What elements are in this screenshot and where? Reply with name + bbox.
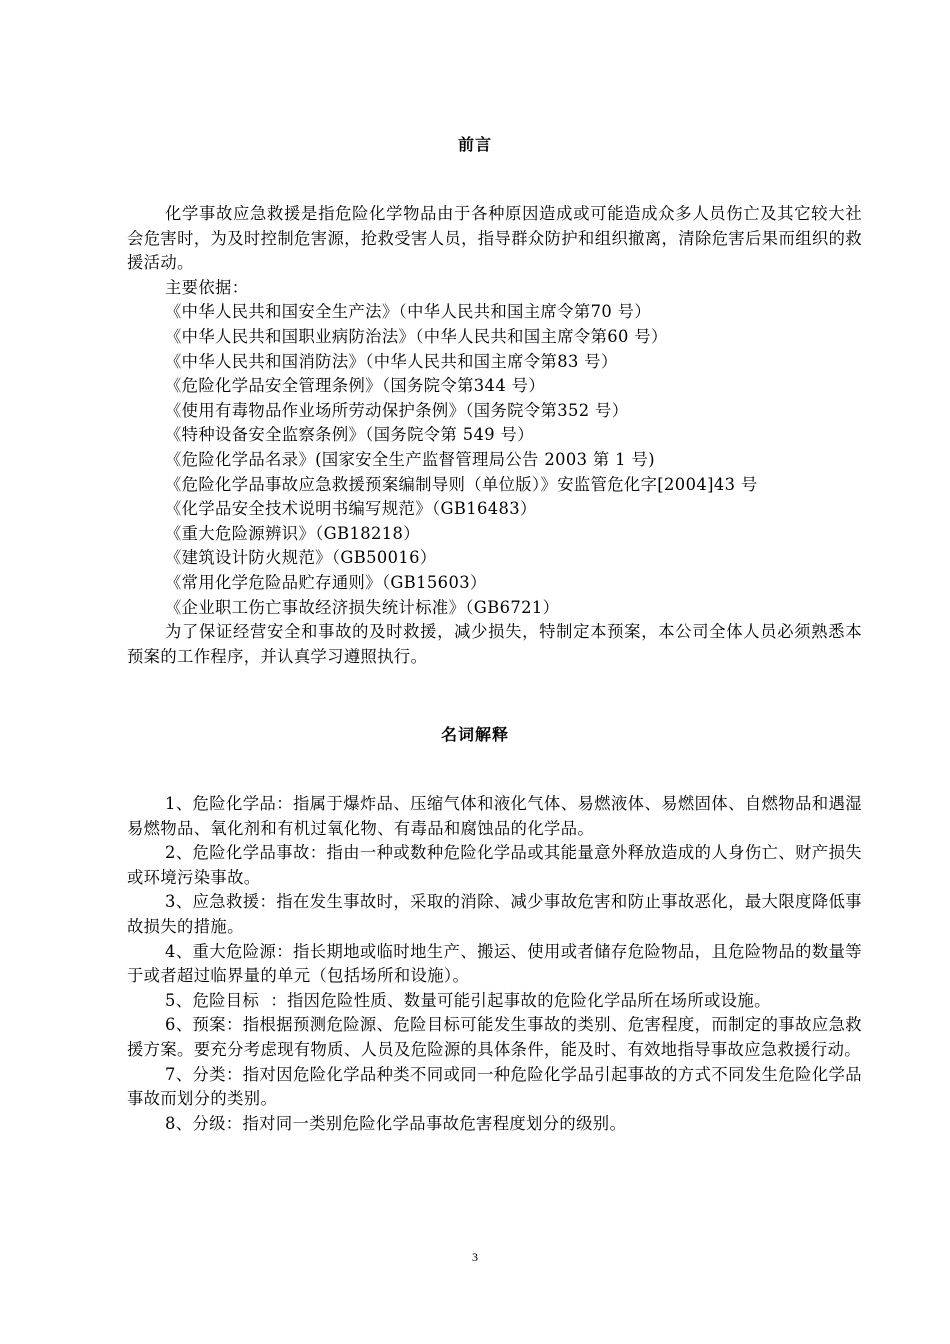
- preface-title: 前言: [457, 135, 492, 154]
- term-item: 5、危险目标 ：指因危险性质、数量可能引起事故的危险化学品所在场所或设施。: [165, 990, 771, 1010]
- basis-item: 《建筑设计防火规范》（GB50016）: [165, 548, 437, 568]
- page-number: 3: [472, 1250, 478, 1264]
- basis-item: 《常用化学危险品贮存通则》（GB15603）: [165, 572, 487, 592]
- terms-title: 名词解释: [440, 725, 509, 744]
- basis-item: 《中华人民共和国安全生产法》（中华人民共和国主席令第70 号）: [165, 302, 652, 322]
- term-item: 6、预案：指根据预测危险源、危险目标可能发生事故的类别、危害程度，而制定的事故应急救援方案。要充分考虑现有物质、人员及危险源的具体条件，能及时、有效地指导事故应急救援行动。: [127, 1015, 862, 1059]
- basis-item: 《危险化学品安全管理条例》（国务院令第344 号）: [165, 376, 546, 396]
- basis-item: 《化学品安全技术说明书编写规范》（GB16483）: [165, 499, 537, 519]
- basis-item: 《危险化学品事故应急救援预案编制导则（单位版）》安监管危化字[2004]43 号: [165, 474, 758, 494]
- basis-item: 《使用有毒物品作业场所劳动保护条例》（国务院令第352 号）: [165, 400, 629, 420]
- terms-body: [127, 792, 862, 1136]
- basis-item: 《危险化学品名录》(国家安全生产监督管理局公告 2003 第 1 号): [165, 449, 655, 469]
- basis-item: 《企业职工伤亡事故经济损失统计标准》（GB6721）: [165, 597, 560, 617]
- basis-item: 《中华人民共和国职业病防治法》（中华人民共和国主席令第60 号）: [165, 326, 668, 346]
- term-item: 7、分类：指对因危险化学品种类不同或同一种危险化学品引起事故的方式不同发生危险化学品事故而划分的类别。: [127, 1064, 862, 1109]
- term-item: 1、危险化学品：指属于爆炸品、压缩气体和液化气体、易燃液体、易燃固体、自燃物品和遇湿易燃物品、氧化剂和有机过氧化物、有毒品和腐蚀品的化学品。: [127, 794, 862, 838]
- basis-label: 主要依据：: [165, 277, 249, 297]
- term-item: 3、应急救援：指在发生事故时，采取的消除、减少事故危害和防止事故恶化，最大限度降低事故损失的措施。: [127, 892, 862, 936]
- basis-item: 《特种设备安全监察条例》（国务院令第 549 号）: [165, 425, 534, 445]
- term-item: 4、重大危险源：指长期地或临时地生产、搬运、使用或者储存危险物品，且危险物品的数量等于或者超过临界量的单元（包括场所和设施）。: [127, 941, 862, 986]
- preface-closing: 为了保证经营安全和事故的及时救援，减少损失，特制定本预案，本公司全体人员必须熟悉本预案的工作程序，并认真学习遵照执行。: [127, 622, 862, 666]
- term-item: 8、分级：指对同一类别危险化学品事故危害程度划分的级别。: [165, 1113, 627, 1133]
- basis-item: 《重大危险源辨识》（GB18218）: [165, 523, 420, 543]
- basis-item: 《中华人民共和国消防法》（中华人民共和国主席令第83 号）: [165, 351, 618, 371]
- preface-body: [127, 202, 862, 669]
- term-item: 2、危险化学品事故：指由一种或数种危险化学品或其能量意外释放造成的人身伤亡、财产损失或环境污染事故。: [127, 843, 862, 887]
- preface-intro: 化学事故应急救援是指危险化学物品由于各种原因造成或可能造成众多人员伤亡及其它较大社会危害时，为及时控制危害源，抢救受害人员，指导群众防护和组织撤离，清除危害后果而组织的救援活动。: [127, 204, 862, 273]
